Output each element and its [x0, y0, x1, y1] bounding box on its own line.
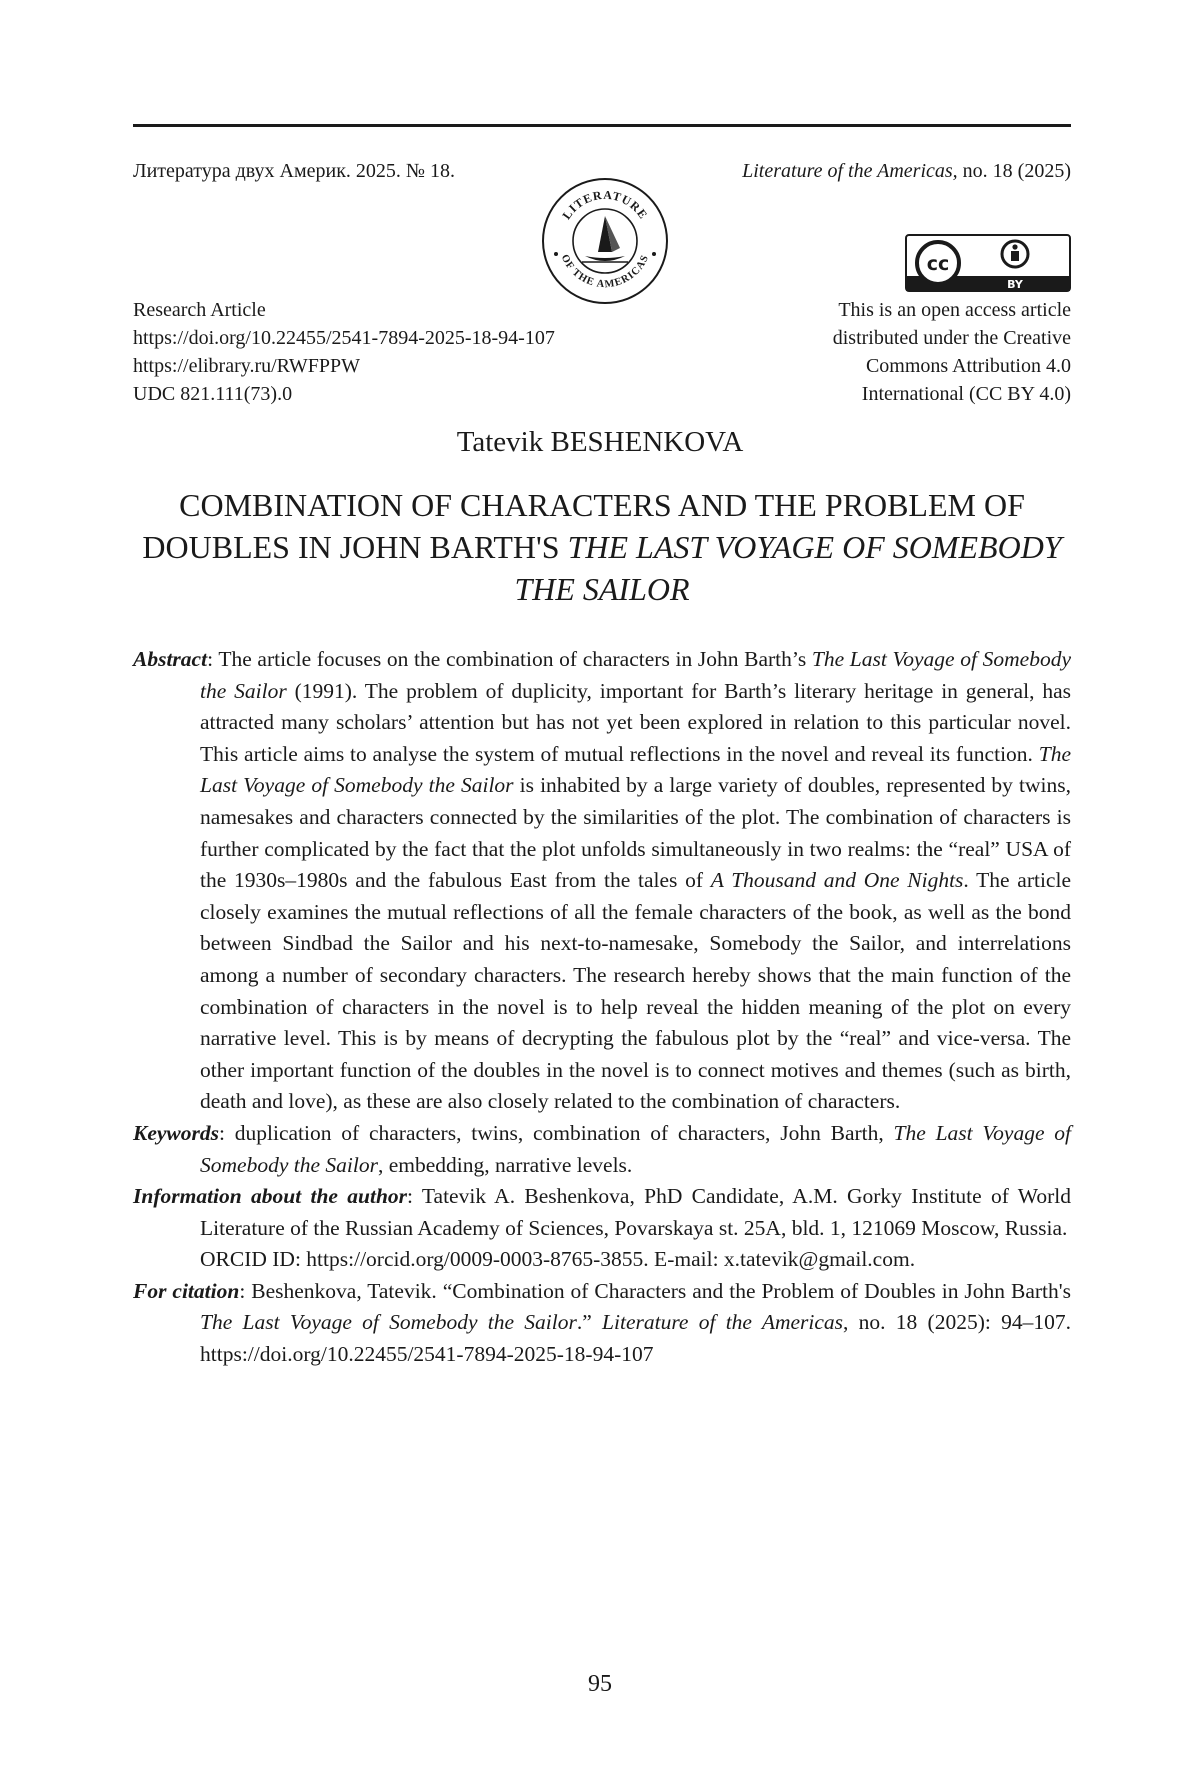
abstract-label: Abstract	[133, 647, 208, 671]
license-line: distributed under the Creative	[832, 327, 1071, 349]
cc-mark: cc	[926, 253, 950, 275]
logo-text-bottom: OF THE AMERICAS	[558, 252, 652, 291]
article-title	[133, 484, 1071, 610]
abstract-text: is inhabited by a large variety of doubles, represented by twins, namesakes and characters connected by the similarities of the plot. The combination of characters is further complicated by the fact that the plot unfolds simultaneously in two realms: the “real” USA of the 1930s–1980s and the fabulous East from the tales of	[200, 773, 1071, 893]
author-info-text: : Tatevik A. Beshenkova, PhD Candidate, A.M. Gorky Institute of World Literature of the Russian Academy of Sciences, Povarskaya st. 25A, bld. 1, 121069 Moscow, Russia.	[200, 1184, 1072, 1240]
page-number: 95	[588, 1671, 612, 1697]
journal-title-ru: Литература двух Америк. 2025. № 18.	[133, 160, 456, 182]
logo-text-top: LITERATURE	[559, 187, 651, 222]
citation-text: .”	[576, 1310, 603, 1335]
abstract-text: (1991). The problem of duplicity, important for Barth’s literary heritage in general, has attracted many scholars’ attention but has not yet been explored in relation to this particular novel. This article aims to analyse the system of mutual reflections in the novel and reveal its function.	[200, 678, 1071, 766]
article-elibrary-link[interactable]: https://elibrary.ru/RWFPPW	[133, 355, 361, 377]
citation-italic: The Last Voyage of Somebody the Sailor	[200, 1310, 577, 1335]
keywords-italic: The Last Voyage of Somebody the Sailor	[200, 1120, 1071, 1177]
license-line: This is an open access article	[838, 299, 1071, 321]
keywords-text: : duplication of characters, twins, combination of characters, John Barth,	[219, 1120, 894, 1145]
license-line: International (CC BY 4.0)	[861, 383, 1071, 405]
keywords-text: , embedding, narrative levels.	[377, 1152, 633, 1177]
abstract-text: . The article closely examines the mutual reflections of all the female characters of the book, as well as the bond between Sindbad the Sailor and his next-to-namesake, Somebody the Sailor, and interrelations among a number of secondary characters. The research hereby shows that the main function of the combination of characters in the novel is to help reveal the hidden meaning of the plot on every narrative level. This is by means of decrypting the fabulous plot by the “real” and vice-versa. The other important function of the doubles in the novel is to connect motives and themes (such as birth, death and love), as these are also closely related to the combination of characters.	[200, 868, 1071, 1114]
author-info-paragraph	[133, 1181, 1071, 1244]
article-type: Research Article	[133, 299, 266, 321]
license-line: Commons Attribution 4.0	[865, 355, 1071, 377]
by-mark: BY	[1007, 278, 1023, 291]
journal-logo-icon	[540, 176, 670, 306]
keywords-label: Keywords	[133, 1120, 219, 1145]
abstract-block	[133, 644, 1071, 1371]
citation-label: For citation	[133, 1278, 240, 1303]
journal-issue-en: no. 18 (2025)	[957, 160, 1071, 182]
journal-title-en	[742, 160, 1071, 183]
author-name: Tatevik BESHENKOVA	[456, 426, 744, 458]
abstract-paragraph	[133, 644, 1071, 1118]
abstract-text: : The article focuses on the combination of characters in John Barth’s	[207, 647, 812, 671]
citation-italic: Literature of the Americas	[602, 1310, 844, 1335]
license-notice	[833, 296, 1071, 408]
orcid-line[interactable]: ORCID ID: https://orcid.org/0009-0003-8765-3855. E-mail: x.tatevik@gmail.com.	[200, 1247, 916, 1272]
header-rule	[133, 124, 1071, 127]
journal-name-en: Literature of the Americas,	[742, 160, 958, 182]
abstract-italic: The Last Voyage of Somebody the Sailor	[200, 741, 1071, 798]
abstract-italic: The Last Voyage of Somebody the Sailor	[200, 647, 1071, 703]
article-meta	[133, 296, 555, 408]
cc-by-license-icon	[905, 234, 1071, 292]
article-udc: UDC 821.111(73).0	[133, 383, 293, 405]
title-novel-italic: THE LAST VOYAGE OF SOMEBODY THE SAILOR	[514, 529, 1062, 607]
keywords-paragraph	[133, 1118, 1071, 1181]
citation-paragraph	[133, 1276, 1071, 1371]
citation-text: : Beshenkova, Tatevik. “Combination of Characters and the Problem of Doubles in John Barth's	[239, 1278, 1071, 1303]
article-doi[interactable]: https://doi.org/10.22455/2541-7894-2025-18-94-107	[133, 327, 555, 349]
abstract-italic: A Thousand and One Nights	[710, 868, 964, 893]
title-text: COMBINATION OF CHARACTERS AND THE PROBLEM OF DOUBLES IN JOHN BARTH'S	[142, 487, 1025, 565]
citation-text: , no. 18 (2025): 94–107. https://doi.org/10.22455/2541-7894-2025-18-94-107	[200, 1310, 1071, 1367]
author-info-label: Information about the author	[133, 1184, 408, 1209]
